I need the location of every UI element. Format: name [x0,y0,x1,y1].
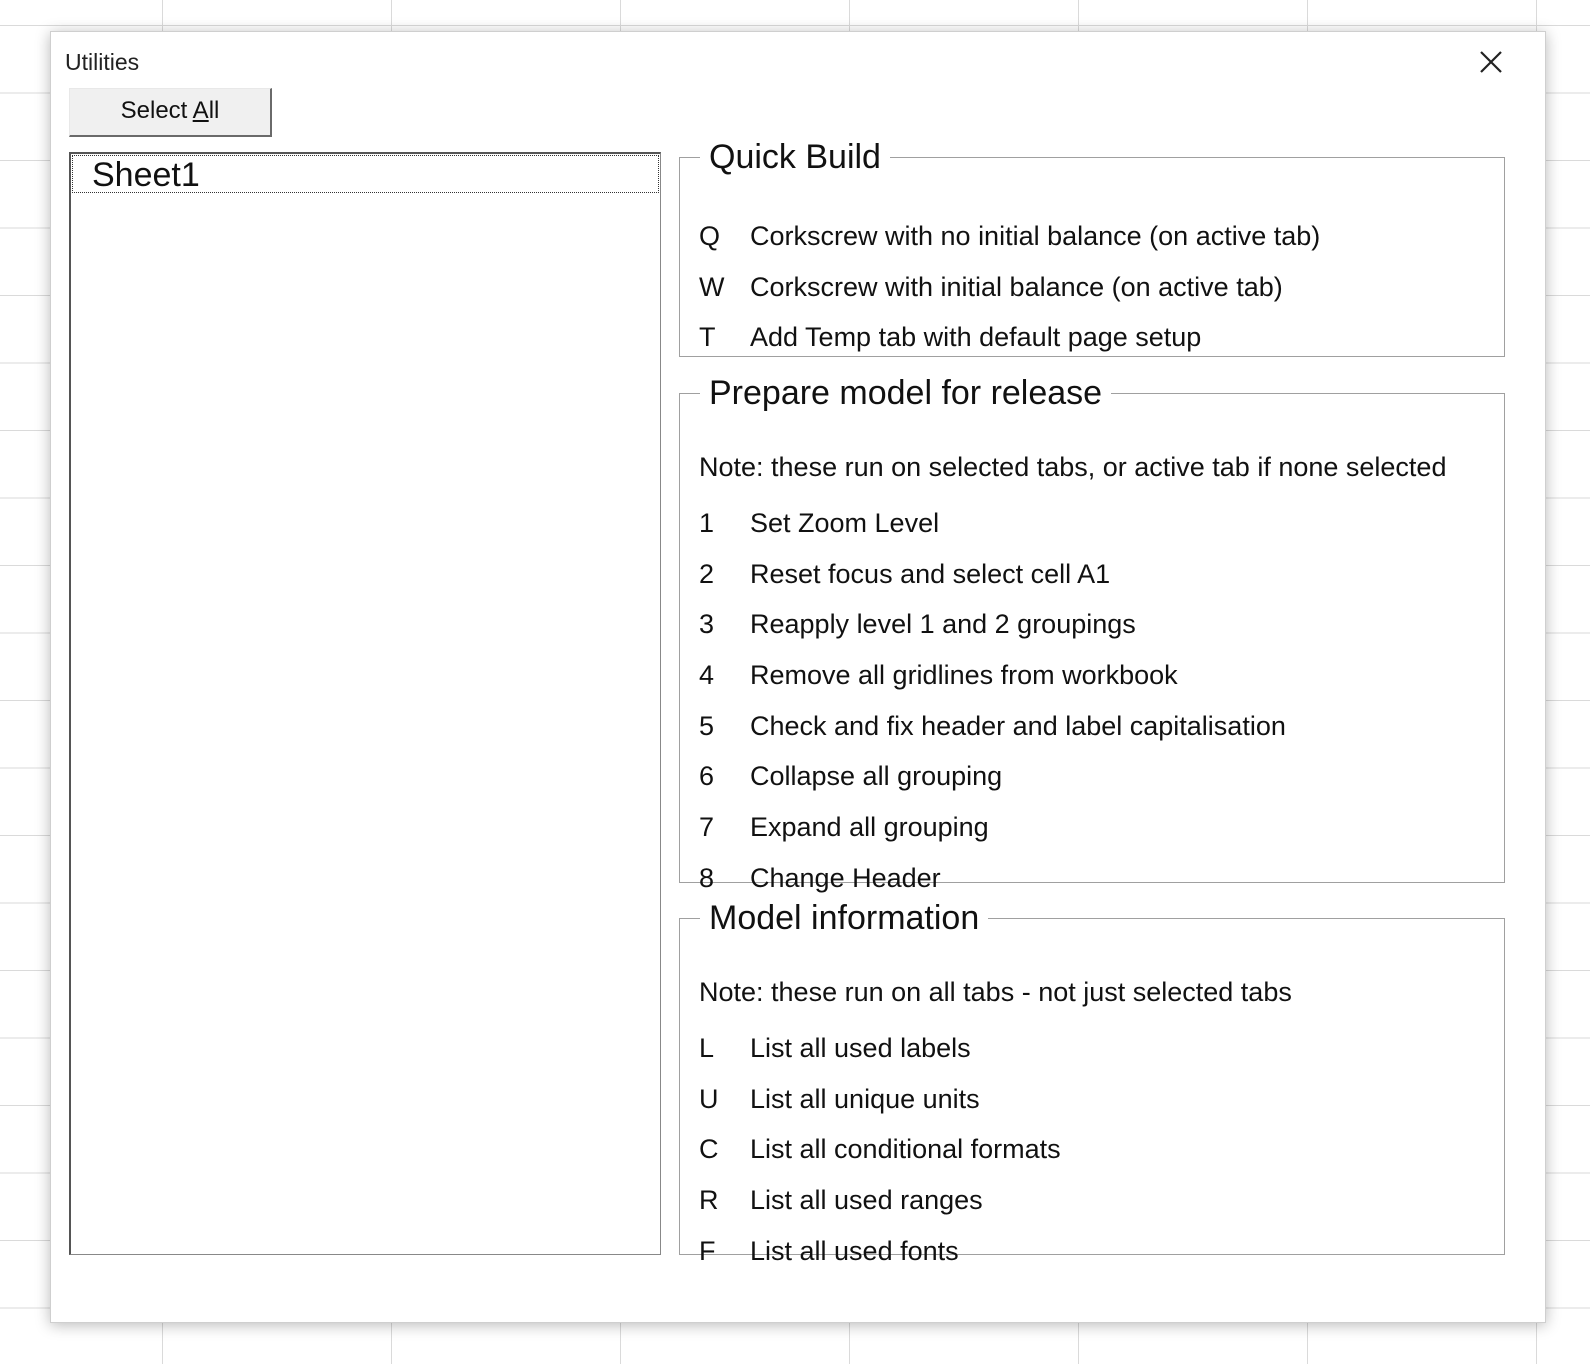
select-all-label-prefix: Select [120,97,193,124]
shortcut-key: 3 [699,609,715,640]
item-label: Set Zoom Level [750,507,940,538]
shortcut-key: R [699,1184,719,1215]
sheet-list[interactable] [69,152,661,1255]
model-info-item[interactable] [699,1226,1494,1277]
prepare-release-item[interactable] [699,498,1494,549]
select-all-label-suffix: ll [208,97,220,124]
item-label: List all used fonts [750,1235,959,1266]
item-label: Remove all gridlines from workbook [750,659,1178,690]
shortcut-key: 6 [699,761,715,792]
shortcut-key: 8 [699,862,715,893]
shortcut-key: T [699,322,716,353]
shortcut-key: Q [699,220,721,251]
select-all-mnemonic: A [192,97,209,124]
item-label: Change Header [750,862,941,893]
prepare-release-item[interactable] [699,599,1494,650]
shortcut-key: U [699,1083,719,1114]
item-label: List all used ranges [750,1184,983,1215]
shortcut-key: C [699,1134,719,1165]
sheet-list-item[interactable]: Sheet1 [72,155,659,193]
close-icon [1471,42,1511,82]
utilities-dialog [50,31,1546,1323]
model-info-note: Note: these run on all tabs - not just selected tabs [699,977,1292,1007]
shortcut-key: W [699,271,725,302]
item-label: Collapse all grouping [750,761,1003,792]
quick-build-item[interactable] [699,262,1494,313]
model-info-legend: Model information [709,899,980,937]
item-label: List all conditional formats [750,1134,1061,1165]
shortcut-key: 7 [699,811,715,842]
item-label: Expand all grouping [750,811,989,842]
prepare-release-item[interactable] [699,751,1494,802]
dialog-title: Utilities [65,49,140,75]
shortcut-key: 1 [699,507,715,538]
shortcut-key: 5 [699,710,715,741]
close-button[interactable] [1471,42,1511,82]
model-info-item[interactable] [699,1124,1494,1175]
quick-build-legend: Quick Build [709,138,881,176]
model-info-group [679,898,1505,1266]
prepare-release-item[interactable] [699,802,1494,853]
shortcut-key: 2 [699,558,715,589]
prepare-release-item[interactable] [699,650,1494,701]
item-label: Corkscrew with no initial balance (on active tab) [750,220,1321,251]
model-info-item[interactable] [699,1023,1494,1074]
item-label: Corkscrew with initial balance (on active tab) [750,271,1283,302]
prepare-release-group [679,373,1505,893]
prepare-release-item[interactable] [699,701,1494,752]
model-info-item[interactable] [699,1175,1494,1226]
model-info-item[interactable] [699,1074,1494,1125]
prepare-release-note: Note: these run on selected tabs, or active tab if none selected [699,452,1447,482]
item-label: Reset focus and select cell A1 [750,558,1111,589]
shortcut-key: 4 [699,659,715,690]
prepare-release-item[interactable] [699,853,1494,904]
select-all-button[interactable] [69,88,272,137]
shortcut-key: F [699,1235,716,1266]
item-label: List all used labels [750,1032,971,1063]
prepare-release-item[interactable] [699,549,1494,600]
quick-build-item[interactable] [699,211,1494,262]
quick-build-group [679,137,1505,357]
item-label: Check and fix header and label capitalisation [750,710,1286,741]
shortcut-key: L [699,1032,715,1063]
prepare-release-legend: Prepare model for release [709,374,1103,412]
quick-build-item[interactable] [699,312,1494,363]
item-label: Add Temp tab with default page setup [750,322,1202,353]
item-label: List all unique units [750,1083,980,1114]
item-label: Reapply level 1 and 2 groupings [750,609,1136,640]
